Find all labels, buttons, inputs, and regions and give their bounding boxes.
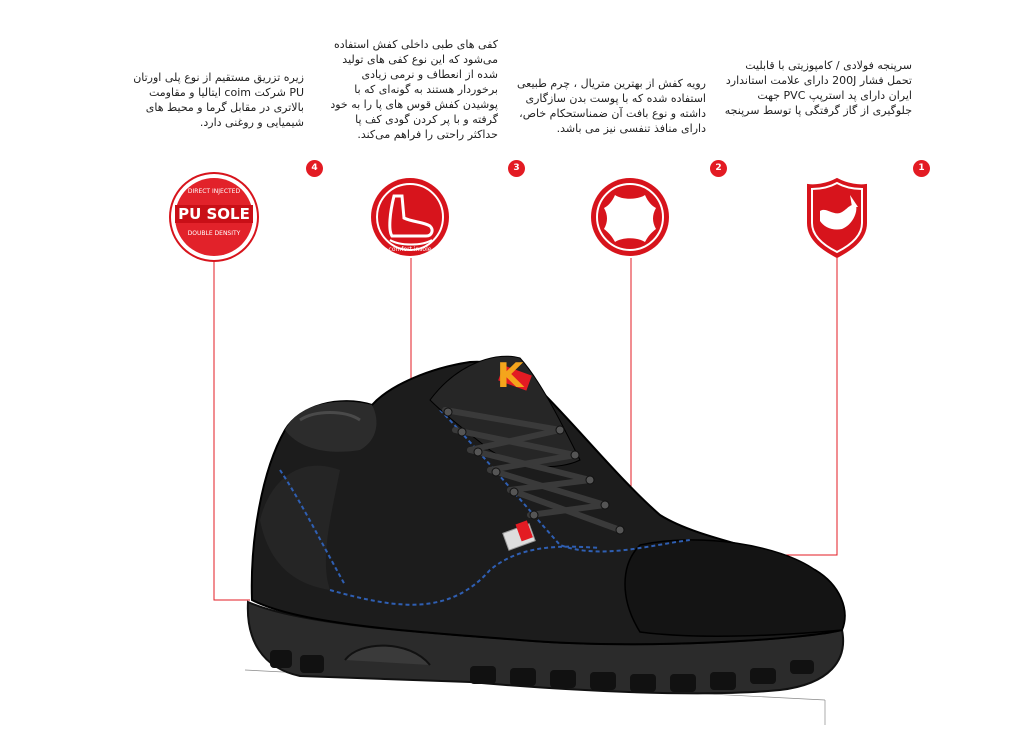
feature-2-description: رویه کفش از بهترین متریال ، چرم طبیعی استفاده شده که با پوست بدن سازگاری داشته و نوع بافت آن ضمناستحکام خاص، دارای منافذ تنفسی نیز می باشد. (517, 77, 706, 135)
feature-1-number: 1 (913, 160, 930, 177)
comfort-insole-icon (371, 178, 449, 256)
pu-badge-bottom: DOUBLE DENSITY (187, 230, 241, 237)
leather-hide-icon (591, 178, 669, 256)
feature-4-description: زیره تزریق مستقیم از نوع پلی اورتان PU شرکت coim ایتالیا و مقاومت بالاتری در مقابل گرما و محیط های شیمیایی و روغنی دارد. (133, 71, 304, 129)
feature-3-description: کفی های طبی داخلی کفش استفاده می‌شود که این نوع کفی های تولید شده از انعطاف و نرمی زیادی برخوردار هستند به گونه‌ای که با پوشیدن کفش قوس های پا را به خود گرفته و با پر کردن گودی کف پا حداکثر راحتی را فراهم می‌کند. (330, 38, 498, 141)
pu-sole-icon (175, 178, 253, 256)
feature-1-description: سرپنجه فولادی / کامپوزیتی با قابلیت تحمل فشار 200J دارای علامت استاندارد ایران دارای پد استرپپ PVC جهت جلوگیری از گاز گرفتگی پا توسط سرپنجه (724, 59, 912, 117)
feature-3-number: 3 (508, 160, 525, 177)
pu-badge-main: PU SOLE (175, 205, 253, 223)
watermark-letter: K (497, 356, 524, 396)
feature-2-number: 2 (710, 160, 727, 177)
comfort-badge-text: comfort insole (388, 246, 432, 253)
pu-badge-top: DIRECT INJECTED (187, 188, 241, 195)
steel-toe-shield-icon (808, 179, 866, 257)
feature-4-number: 4 (306, 160, 323, 177)
